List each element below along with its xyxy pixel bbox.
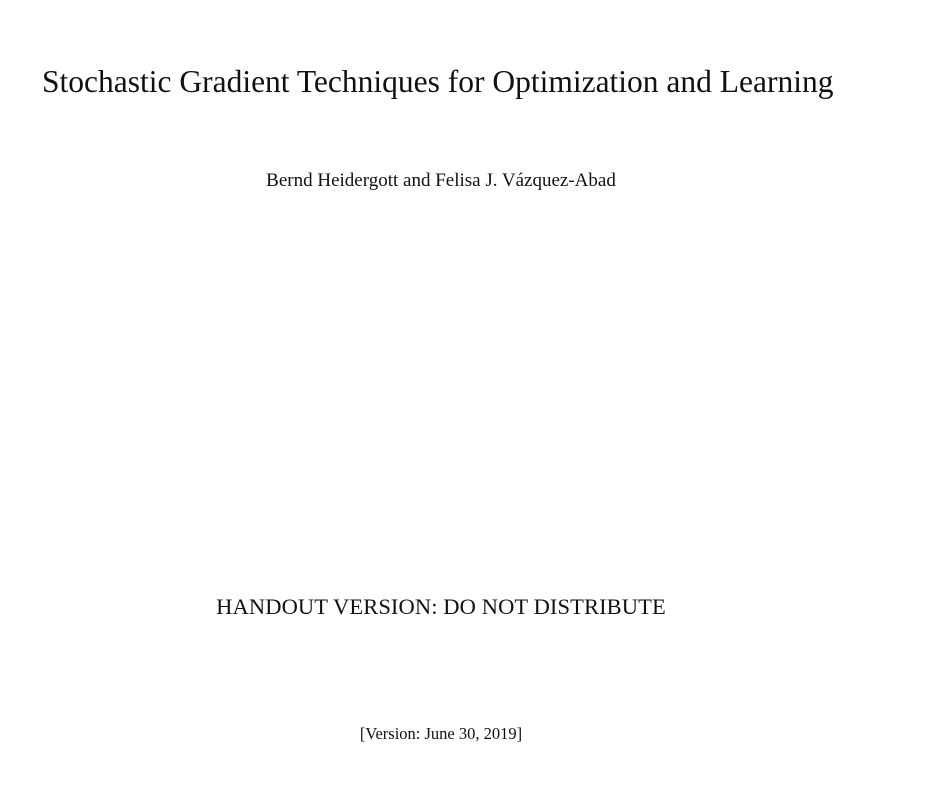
document-authors: Bernd Heidergott and Felisa J. Vázquez-Abad — [266, 170, 616, 191]
document-title: Stochastic Gradient Techniques for Optimization and Learning — [42, 64, 834, 99]
distribution-notice: HANDOUT VERSION: DO NOT DISTRIBUTE — [216, 594, 666, 619]
version-date: [Version: June 30, 2019] — [359, 724, 523, 743]
